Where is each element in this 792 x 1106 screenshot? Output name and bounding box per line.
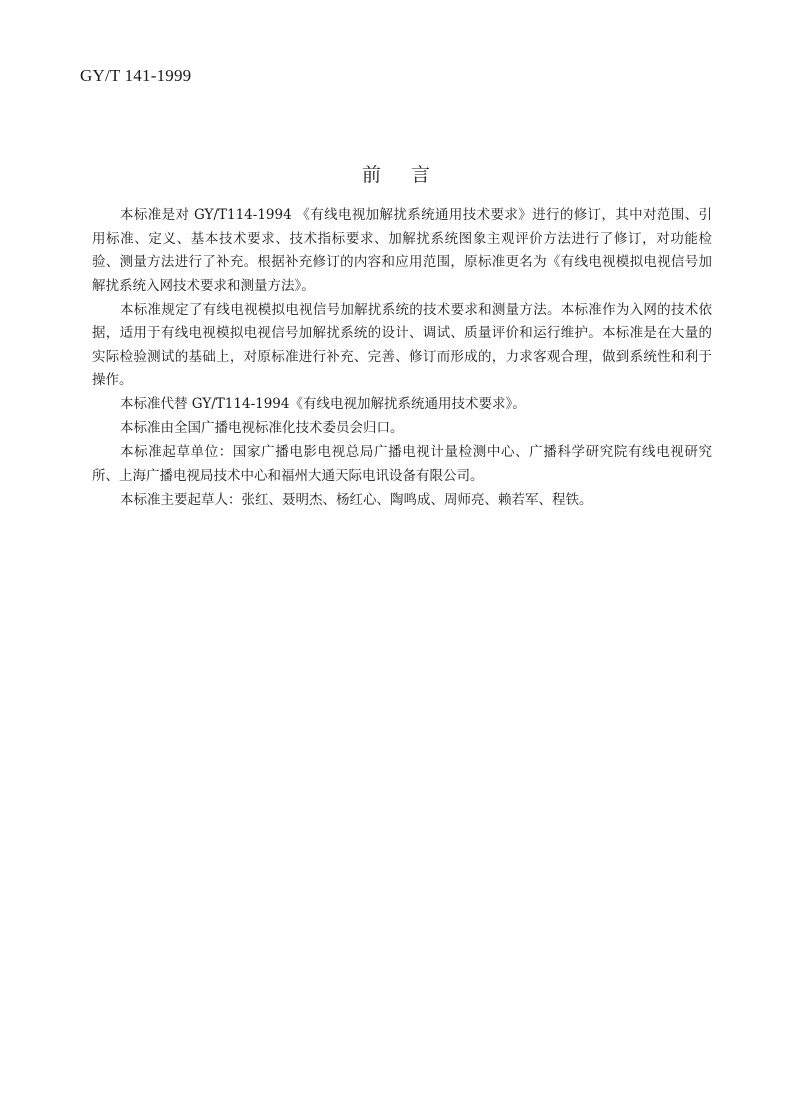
paragraph-replaces: 本标准代替 GY/T114-1994《有线电视加解扰系统通用技术要求》。 (120, 396, 526, 412)
preface-body (92, 204, 712, 512)
paragraph-drafters: 本标准主要起草人：张红、聂明杰、杨红心、陶鸣成、周师亮、赖若军、程铁。 (120, 491, 593, 508)
paragraph-administration: 本标准由全国广播电视标准化技术委员会归口。 (120, 420, 404, 436)
paragraph-scope: 本标准规定了有线电视模拟电视信号加解扰系统的技术要求和测量方法。本标准作为入网的技术依据，适用于有线电视模拟电视信号加解扰系统的设计、调试、质量评价和运行维护。本标准是在大量的实际检验测试的基础上，对原标准进行补充、完善、修订而形成的，力求客观合理，做到系统性和利于操作。 (92, 301, 712, 388)
standard-code: GY/T 141-1999 (80, 66, 192, 85)
paragraph-revision: 本标准是对 GY/T114-1994 《有线电视加解扰系统通用技术要求》进行的修订，其中对范围、引用标准、定义、基本技术要求、技术指标要求、加解扰系统图象主观评价方法进行了修订，对功能检验、测量方法进行了补充。根据补充修订的内容和应用范围，原标准更名为《有线电视模拟电视信号加解扰系统入网技术要求和测量方法》。 (92, 207, 712, 294)
paragraph-drafting-units: 本标准起草单位：国家广播电影电视总局广播电视计量检测中心、广播科学研究院有线电视研究所、上海广播电视局技术中心和福州大通天际电讯设备有限公司。 (92, 444, 712, 484)
page-title: 前言 (361, 164, 460, 186)
